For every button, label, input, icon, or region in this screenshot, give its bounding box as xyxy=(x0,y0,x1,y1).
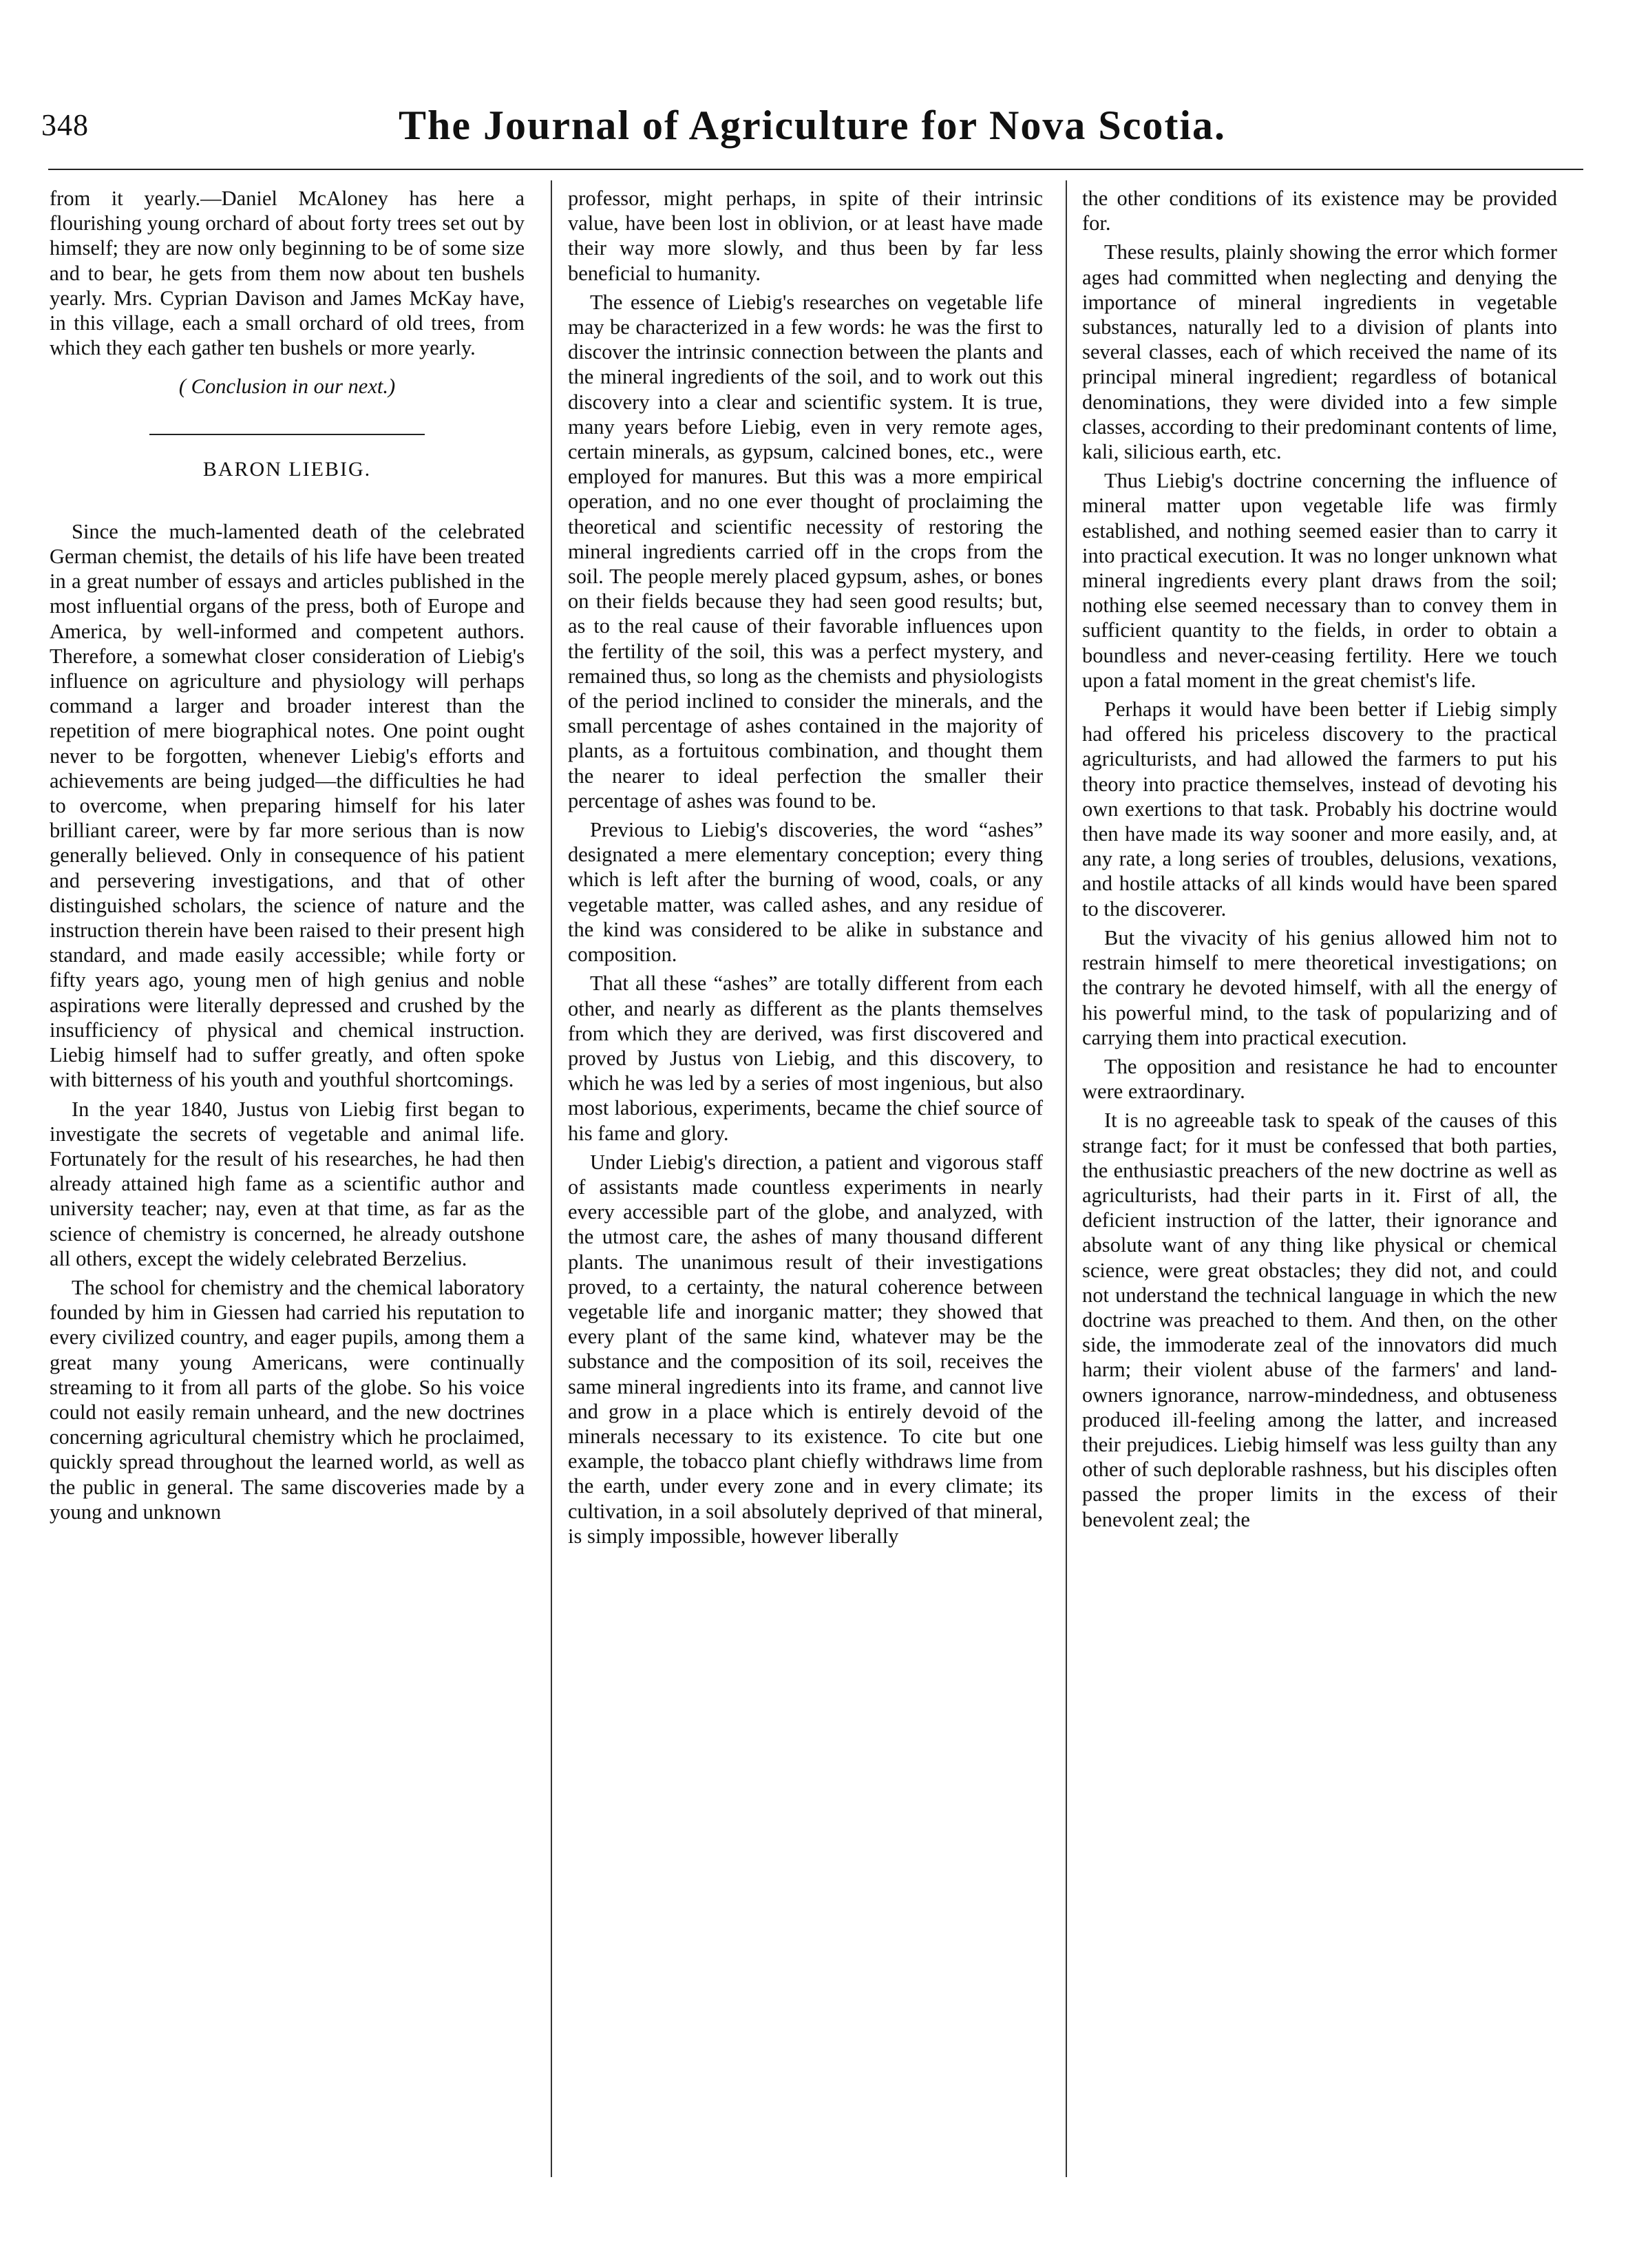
paragraph: That all these “ashes” are totally different from each other, and nearly as different as the plants themselves from which they are derived, was first discovered and proved by Justus von Liebig, and this discovery, to which he was led by a series of most ingenious, but also most laborious, experiments, became the chief source of his fame and glory. xyxy=(568,972,1043,1145)
paragraph: It is no agreeable task to speak of the causes of this strange fact; for it must be confessed that both parties, the enthusiastic preachers of the new doctrine as well as agriculturists, had their parts in it. First of all, the deficient instruction of the latter, their ignorance and absolute want of any thing like physical or chemical science, were great obstacles; they did not, and could not understand the technical language in which the new doctrine was preached to them. And then, on the other side, the immoderate zeal of the innovators did much harm; their violent abuse of the farmers' and land-owners ignorance, narrow-mindedness, and obtuseness produced ill-feeling among the latter, and increased their prejudices. Liebig himself was less guilty than any other of such deplorable rashness, but his disciples often passed the proper limits in the excess of their benevolent zeal; the xyxy=(1082,1109,1557,1531)
paragraph: But the vivacity of his genius allowed him not to restrain himself to mere theoretical investigations; on the contrary he devoted himself, with all the energy of his powerful mind, to the task of popularizing and of carrying them into practical execution. xyxy=(1082,925,1557,1049)
column-3 xyxy=(1082,186,1557,1536)
header-rule xyxy=(48,169,1583,170)
column-divider-2 xyxy=(1066,180,1067,2177)
column-1 xyxy=(50,186,525,1529)
paragraph: Perhaps it would have been better if Liebig simply had offered his priceless discovery to the practical agriculturists, and had allowed the farmers to put his theory into practice themselves, instead of devoting his own exertions to that task. Probably his doctrine would then have made its way sooner and more easily, and, at any rate, a long series of troubles, delusions, vexations, and hostile attacks of all kinds would have been spared to the discoverer. xyxy=(1082,697,1557,921)
section-separator xyxy=(149,434,425,435)
article-title: BARON LIEBIG. xyxy=(202,457,372,481)
paragraph: professor, might perhaps, in spite of their intrinsic value, have been lost in oblivion, or at least have made their way more slowly, and thus been by far less beneficial to humanity. xyxy=(568,187,1043,285)
paragraph: the other conditions of its existence may be provided for. xyxy=(1082,187,1557,235)
column-divider-1 xyxy=(551,180,552,2177)
paragraph: from it yearly.—Daniel McAloney has here a flourishing young orchard of about forty trees set out by himself; they are now only beginning to be of some size and to bear, he gets from them now about ten bushels yearly. Mrs. Cyprian Davison and James McKay have, in this village, each a small orchard of old trees, from which they each gather ten bushels or more yearly. xyxy=(50,187,525,360)
conclusion-note: ( Conclusion in our next.) xyxy=(178,375,396,399)
journal-title: The Journal of Agriculture for Nova Scotia. xyxy=(398,103,1227,148)
paragraph: Under Liebig's direction, a patient and vigorous staff of assistants made countless experiments in nearly every accessible part of the globe, and analyzed, with the utmost care, the ashes of many thousand different plants. The unanimous result of their investigations proved, to a certainty, the natural coherence between vegetable life and inorganic matter; they showed that every plant of the same kind, whatever may be the substance and the composition of its soil, receives the same mineral ingredients into its frame, and cannot live and grow in a place which is entirely devoid of the minerals necessary to its existence. To cite but one example, the tobacco plant chiefly withdraws lime from the earth, under every zone and in every climate; its cultivation, in a soil absolutely deprived of that mineral, is simply impossible, however liberally xyxy=(568,1150,1043,1548)
paragraph: Thus Liebig's doctrine concerning the influence of mineral matter upon vegetable life was firmly established, and nothing seemed easier than to carry it into practical execution. It was no longer unknown what mineral ingredients every plant draws from the soil; nothing else seemed necessary than to convey them in sufficient quantity to the fields, in order to obtain a boundless and never-ceasing fertility. Here we touch upon a fatal moment in the great chemist's life. xyxy=(1082,469,1557,692)
paragraph: Previous to Liebig's discoveries, the word “ashes” designated a mere elementary conception; every thing which is left after the burning of wood, coals, or any vegetable matter, was called ashes, and any residue of the kind was considered to be alike in substance and composition. xyxy=(568,818,1043,967)
paragraph: The essence of Liebig's researches on vegetable life may be characterized in a few words: he was the first to discover the intrinsic connection between the plants and the mineral ingredients of the soil, and to work out this discovery into a clear and scientific system. It is true, many years before Liebig, even in very remote ages, certain minerals, as gypsum, calcined bones, etc., were employed for manures. But this was a more empirical operation, and no one ever thought of proclaiming the theoretical and scientific necessity of restoring the mineral ingredients carried off in the crops from the soil. The people merely placed gypsum, ashes, or bones on their fields because they had seen good results; but, as to the real cause of their favorable influences upon the fertility of the soil, this was a perfect mystery, and remained thus, so long as the chemists and physiologists of the period inclined to consider the minerals, and the small percentage of ashes contained in the majority of plants, as a fortuitous combination, and thought them the nearer to ideal perfection the smaller their percentage of ashes was found to be. xyxy=(568,290,1043,812)
paragraph: Since the much-lamented death of the celebrated German chemist, the details of his life have been treated in a great number of essays and articles published in the most influential organs of the press, both of Europe and America, by well-informed and competent authors. Therefore, a somewhat closer consideration of Liebig's influence on agriculture and physiology will perhaps command a larger and broader interest than the repetition of mere biographical notes. One point ought never to be forgotten, whenever Liebig's efforts and achievements are being judged—the difficulties he had to overcome, when preparing himself for his later brilliant career, were by far more serious than is now generally believed. Only in consequence of his patient and persevering investigations, and that of other distinguished scholars, the science of nature and the instruction therein have been raised to their present high standard, and made easily accessible; while forty or fifty years ago, young men of high genius and noble aspirations were literally depressed and crushed by the insufficiency of physical and chemical instruction. Liebig himself had to suffer greatly, and often spoke with bitterness of his youth and youthful shortcomings. xyxy=(50,519,525,1092)
paragraph: These results, plainly showing the error which former ages had committed when neglecting and denying the importance of mineral ingredients in vegetable substances, naturally led to a division of plants into several classes, each of which received the name of its principal mineral ingredient; regardless of botanical denominations, they were divided into a few simple classes, according to their predominant contents of lime, kali, silicious earth, etc. xyxy=(1082,240,1557,464)
page-header xyxy=(41,102,1583,164)
paragraph: The school for chemistry and the chemical laboratory founded by him in Giessen had carried his reputation to every civilized country, and eager pupils, among them a great many young Americans, were continually streaming to it from all parts of the globe. So his voice could not easily remain unheard, and the new doctrines concerning agricultural chemistry which he proclaimed, quickly spread throughout the learned world, as well as the public in general. The same discoveries made by a young and unknown xyxy=(50,1275,525,1524)
page-number: 348 xyxy=(41,108,89,142)
paragraph: In the year 1840, Justus von Liebig first began to investigate the secrets of vegetable and animal life. Fortunately for the result of his researches, he had then already attained high fame as a scientific author and university teacher; nay, even at that time, as far as the science of chemistry is concerned, he already outshone all others, except the widely celebrated Berzelius. xyxy=(50,1097,525,1270)
column-2 xyxy=(568,186,1043,1553)
paragraph: The opposition and resistance he had to encounter were extraordinary. xyxy=(1082,1054,1557,1104)
